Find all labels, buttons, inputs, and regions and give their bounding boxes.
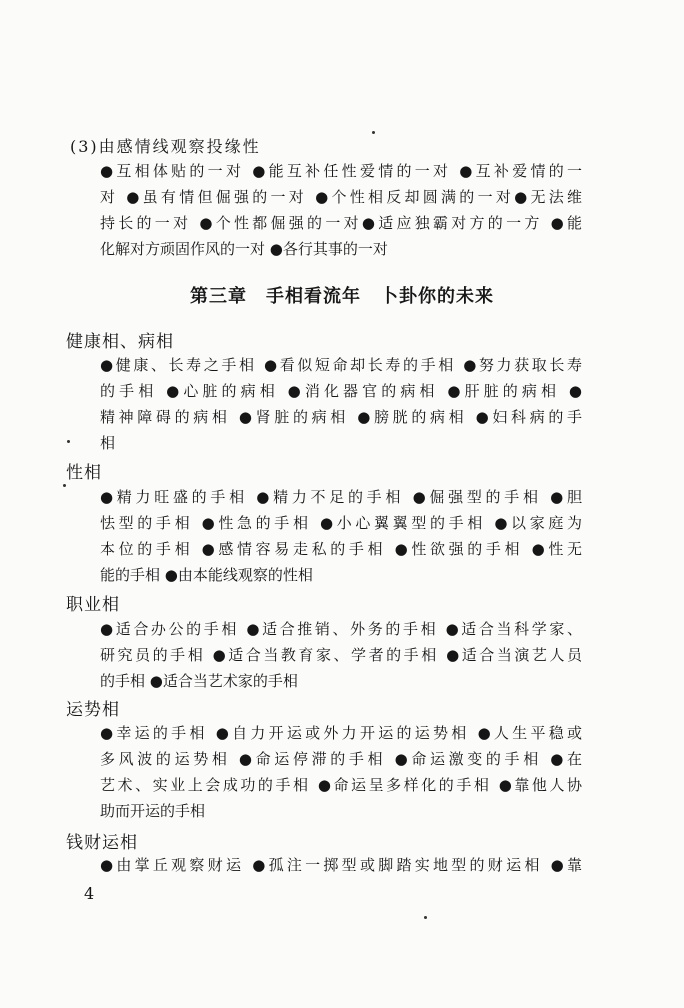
text-line: 能的手相 ●由本能线观察的性相 xyxy=(100,566,313,584)
section-body-fortune xyxy=(100,720,582,824)
text-line: 多风波的运势相 ●命运停滞的手相 ●命运激变的手相 ●在 xyxy=(100,750,582,768)
subsection-body xyxy=(100,158,582,262)
text-line: 相 xyxy=(100,434,116,452)
text-line: ●精力旺盛的手相 ●精力不足的手相 ●倔强型的手相 ●胆 xyxy=(100,488,582,506)
page-number: 4 xyxy=(84,884,95,903)
scan-speck xyxy=(63,484,66,487)
subsection-heading: (3)由感情线观察投缘性 xyxy=(70,137,261,156)
section-heading-health: 健康相、病相 xyxy=(66,332,174,352)
scan-speck xyxy=(372,131,375,134)
text-line: 艺术、实业上会成功的手相 ●命运呈多样化的手相 ●靠他人协 xyxy=(100,776,582,794)
text-line: 对 ●虽有情但倔强的一对 ●个性相反却圆满的一对●无法维 xyxy=(100,188,582,206)
section-heading-sex: 性相 xyxy=(66,463,102,483)
text-line: 研究员的手相 ●适合当教育家、学者的手相 ●适合当演艺人员 xyxy=(100,646,582,664)
section-heading-wealth: 钱财运相 xyxy=(66,833,138,853)
section-heading-career: 职业相 xyxy=(66,595,120,615)
chapter-title: 第三章 手相看流年 卜卦你的未来 xyxy=(190,286,494,307)
text-line: 本位的手相 ●感情容易走私的手相 ●性欲强的手相 ●性无 xyxy=(100,540,582,558)
text-line: 化解对方顽固作风的一对 ●各行其事的一对 xyxy=(100,240,388,258)
text-line: 的手相 ●心脏的病相 ●消化器官的病相 ●肝脏的病相 ● xyxy=(100,382,582,400)
text-line: ●互相体贴的一对 ●能互补任性爱情的一对 ●互补爱情的一 xyxy=(100,162,582,180)
section-body-health xyxy=(100,352,582,456)
section-heading-fortune: 运势相 xyxy=(66,700,120,720)
text-line: 怯型的手相 ●性急的手相 ●小心翼翼型的手相 ●以家庭为 xyxy=(100,514,582,532)
section-body-career xyxy=(100,616,582,694)
section-body-sex xyxy=(100,484,582,588)
scan-speck xyxy=(67,440,70,443)
text-line: 精神障碍的病相 ●肾脏的病相 ●膀胱的病相 ●妇科病的手 xyxy=(100,408,582,426)
section-body-wealth xyxy=(100,852,582,878)
text-line: 持长的一对 ●个性都倔强的一对●适应独霸对方的一方 ●能 xyxy=(100,214,582,232)
text-line: ●健康、长寿之手相 ●看似短命却长寿的手相 ●努力获取长寿 xyxy=(100,356,582,374)
text-line: ●由掌丘观察财运 ●孤注一掷型或脚踏实地型的财运相 ●靠 xyxy=(100,856,582,874)
scan-speck xyxy=(424,916,427,919)
text-line: ●适合办公的手相 ●适合推销、外务的手相 ●适合当科学家、 xyxy=(100,620,582,638)
text-line: ●幸运的手相 ●自力开运或外力开运的运势相 ●人生平稳或 xyxy=(100,724,582,742)
text-line: 助而开运的手相 xyxy=(100,802,206,820)
text-line: 的手相 ●适合当艺术家的手相 xyxy=(100,672,298,690)
